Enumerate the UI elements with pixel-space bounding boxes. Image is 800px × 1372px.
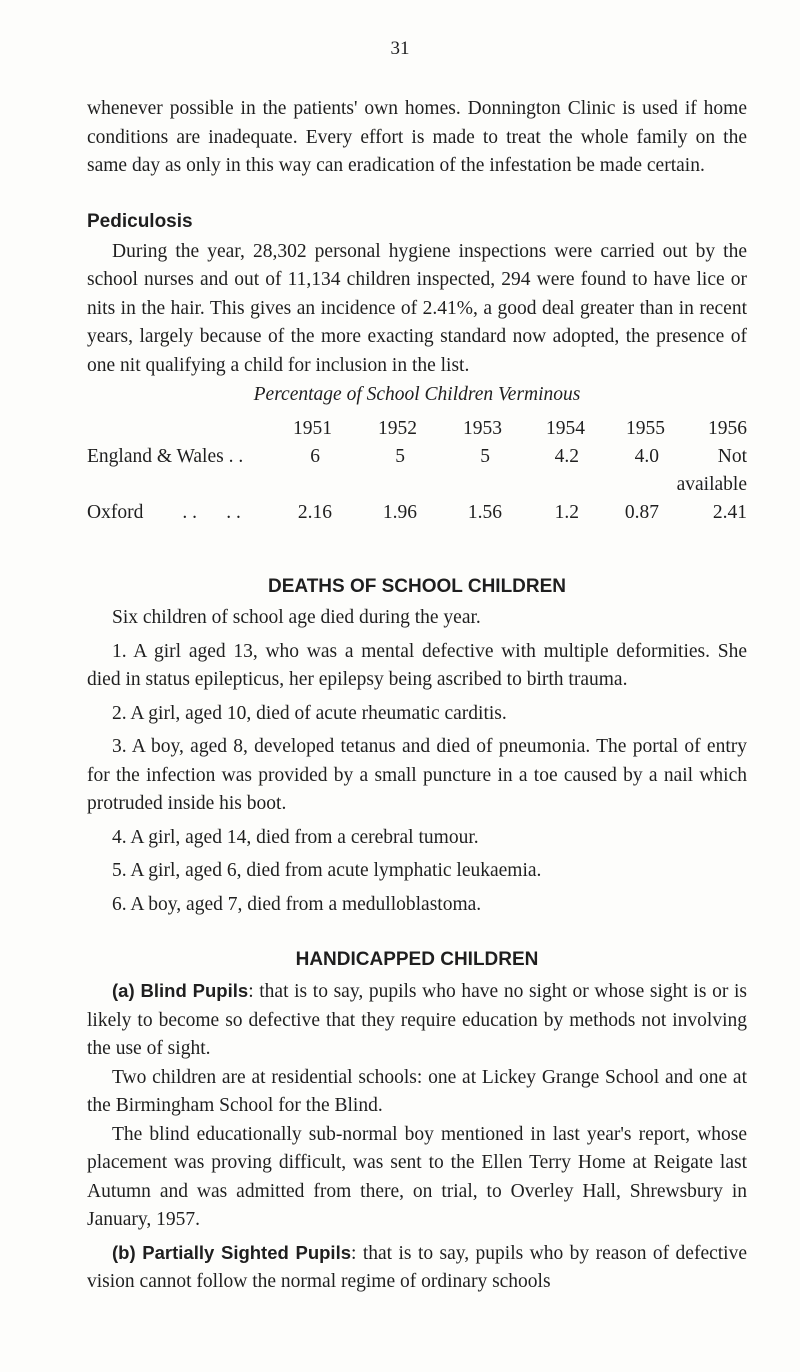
year-1956: 1956 — [708, 418, 747, 439]
cell: 1.96 — [382, 502, 417, 523]
cell: 4.2 — [554, 446, 579, 467]
cell: 2.41 — [712, 502, 747, 523]
intro-paragraph: whenever possible in the patients' own homes. Donnington Clinic is used if home conditions are inadequate. Every effort is made to treat the whole family on the same day as only in this way can eradication of the infestation be made certain. — [87, 98, 747, 176]
pediculosis-heading: Pediculosis — [87, 210, 193, 232]
cell: 6 — [310, 446, 320, 467]
year-1953: 1953 — [463, 418, 502, 439]
partially-sighted-text: : that is to say, pupils who by reason of defective vision cannot follow the normal regime of ordinary schools — [87, 1242, 747, 1292]
blind-pupils-paragraph — [87, 977, 747, 1064]
cell: 2.16 — [297, 502, 332, 523]
death-item: 2. A girl, aged 10, died of acute rheumatic carditis. — [112, 702, 507, 724]
pediculosis-paragraph: During the year, 28,302 personal hygiene inspections were carried out by the school nurses and out of 11,134 children inspected, 294 were found to have lice or nits in the hair. This gives an incidence of 2.41%, a good deal greater than in recent years, largely because of the more exacting standard now adopted, the presence of one nit qualifying a child for inclusion in the list. — [87, 240, 747, 376]
table-row-oxford — [87, 499, 747, 527]
year-1954: 1954 — [546, 418, 585, 439]
handicapped-heading: HANDICAPPED CHILDREN — [295, 949, 539, 970]
cell: 5 — [480, 446, 490, 467]
blind-pupils-text: : that is to say, pupils who have no sight or whose sight is or is likely to become so defective that they require education by methods not involving the use of sight. — [87, 981, 747, 1059]
verminous-table — [87, 415, 747, 527]
cell: 1.56 — [467, 502, 502, 523]
deaths-heading: DEATHS OF SCHOOL CHILDREN — [267, 576, 567, 597]
verminous-table-title: Percentage of School Children Verminous — [253, 384, 581, 405]
blind-pupils-lead: (a) Blind Pupils — [112, 980, 249, 1001]
placement-paragraph: The blind educationally sub-normal boy mentioned in last year's report, whose placement was proving difficult, was sent to the Ellen Terry Home at Reigate last Autumn and was admitted from there, on trial, to Overley Hall, Shrewsbury in January, 1957. — [87, 1123, 747, 1230]
death-item: 3. A boy, aged 8, developed tetanus and died of pneumonia. The portal of entry for the infection was provided by a small puncture in a toe caused by a nail which protruded inside his boot. — [87, 736, 747, 814]
partially-sighted-lead: (b) Partially Sighted Pupils — [112, 1241, 352, 1263]
death-item: 4. A girl, aged 14, died from a cerebral tumour. — [112, 826, 479, 848]
death-item: 1. A girl aged 13, who was a mental defective with multiple deformities. She died in status epilepticus, her epilepsy being ascribed to birth trauma. — [87, 640, 747, 690]
cell: 1.2 — [554, 502, 579, 523]
row-label: Oxford . . . . — [87, 502, 241, 523]
cell: 0.87 — [624, 502, 659, 523]
table-row-england-wales — [87, 443, 747, 499]
cell: 4.0 — [634, 446, 659, 467]
page-content — [87, 95, 747, 1297]
death-item: 5. A girl, aged 6, died from acute lymphatic leukaemia. — [112, 860, 542, 881]
cell: Not available — [676, 446, 747, 495]
residential-schools-paragraph: Two children are at residential schools: one at Lickey Grange School and one at the Birmingham School for the Blind. — [87, 1066, 747, 1116]
cell: 5 — [395, 446, 405, 467]
page-number: 31 — [390, 38, 410, 59]
deaths-intro: Six children of school age died during the year. — [112, 607, 481, 628]
table-header-row — [87, 415, 747, 443]
row-label: England & Wales . . — [87, 446, 244, 467]
year-1955: 1955 — [626, 418, 665, 439]
year-1952: 1952 — [378, 418, 417, 439]
year-1951: 1951 — [293, 418, 332, 439]
partially-sighted-paragraph — [87, 1239, 747, 1297]
death-item: 6. A boy, aged 7, died from a medulloblastoma. — [112, 893, 482, 915]
